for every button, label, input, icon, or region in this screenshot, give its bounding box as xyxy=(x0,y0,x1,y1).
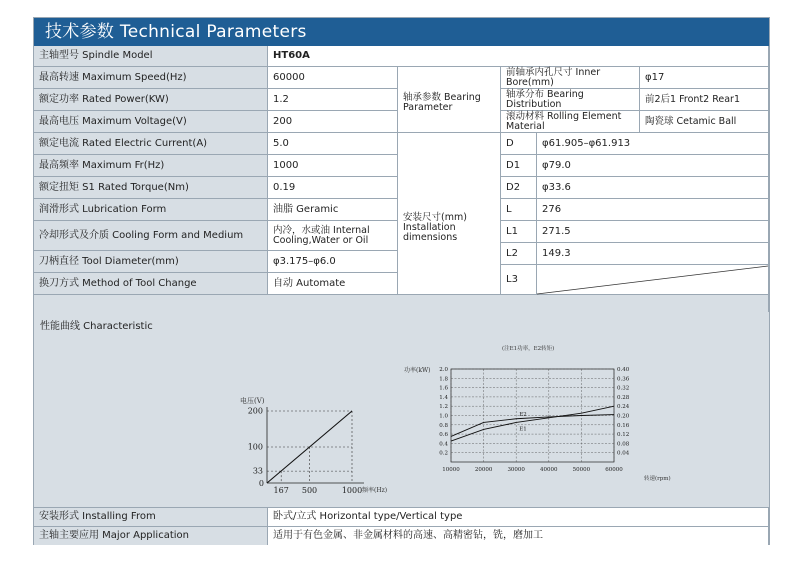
bearing-item-value: 前2后1 Front2 Rear1 xyxy=(640,89,769,111)
bearing-group-label: 轴承参数 Bearing Parameter xyxy=(398,67,501,133)
row-label: 刀柄直径 Tool Diameter(mm) xyxy=(34,251,268,273)
spec-sheet xyxy=(33,17,770,545)
dim-value: 271.5 xyxy=(537,221,769,243)
chart2-ylabel: 功率(kW) xyxy=(404,367,431,374)
chart1-ylabel: 电压(V) xyxy=(240,397,265,405)
row-label: 主轴型号 Spindle Model xyxy=(34,46,268,67)
row-value: HT60A xyxy=(268,46,769,67)
row-value: 0.19 xyxy=(268,177,398,199)
chart1-x-tick: 167 xyxy=(273,486,289,495)
chart2-y2-tick: 0.20 xyxy=(617,413,630,420)
row-label: 额定电流 Rated Electric Current(A) xyxy=(34,133,268,155)
dim-value-empty xyxy=(537,265,769,295)
dim-name: D1 xyxy=(501,155,537,177)
footer-label: 安装形式 Installing From xyxy=(34,508,268,527)
bearing-item-value: φ17 xyxy=(640,67,769,89)
dim-name: L xyxy=(501,199,537,221)
dim-name: L2 xyxy=(501,243,537,265)
chart2-x-tick: 20000 xyxy=(474,467,493,473)
footer-value: 适用于有色金属、非金属材料的高速、高精密钻，铣，磨加工 xyxy=(268,527,769,545)
chart2-y-tick: 0.2 xyxy=(439,450,448,457)
spacer xyxy=(34,295,769,312)
chart1-y-tick: 33 xyxy=(252,466,263,476)
row-label: 最高频率 Maximum Fr(Hz) xyxy=(34,155,268,177)
chart2-x-tick: 10000 xyxy=(442,467,460,473)
bearing-item-name: 滚动材料 Rolling Element Material xyxy=(501,111,640,133)
chart1-xlabel: 频率(Hz) xyxy=(362,487,388,494)
row-value: 200 xyxy=(268,111,398,133)
chart2-x-tick: 50000 xyxy=(572,467,591,473)
chart2-series-label: E2 xyxy=(519,411,527,418)
row-label: 换刀方式 Method of Tool Change xyxy=(34,273,268,295)
row-value: 内冷，水或油 Internal Cooling,Water or Oil xyxy=(268,221,398,251)
chart2-y2-tick: 0.24 xyxy=(617,404,630,411)
chart2-series-line xyxy=(451,406,614,441)
dim-value: 276 xyxy=(537,199,769,221)
chart2-y2-tick: 0.36 xyxy=(617,376,630,383)
chart1-y-tick: 100 xyxy=(247,442,263,452)
chart2-y-tick: 1.4 xyxy=(439,394,448,401)
dim-name: D xyxy=(501,133,537,155)
chart2-y2-tick: 0.04 xyxy=(617,450,630,457)
dim-name: L1 xyxy=(501,221,537,243)
install-group-label: 安装尺寸(mm) Installation dimensions xyxy=(398,133,501,295)
dim-value: φ33.6 xyxy=(537,177,769,199)
row-value: 60000 xyxy=(268,67,398,89)
chart2-y-tick: 0.8 xyxy=(439,422,448,429)
dim-value: φ79.0 xyxy=(537,155,769,177)
diagonal-slash xyxy=(537,265,769,295)
chart1-origin-tick: 0 xyxy=(258,479,264,488)
chart2-y2-tick: 0.12 xyxy=(617,432,630,439)
bearing-item-name: 前轴承内孔尺寸 Inner Bore(mm) xyxy=(501,67,640,89)
chart2-y-tick: 2.0 xyxy=(439,367,448,373)
characteristic-panel xyxy=(34,312,769,508)
row-label: 最高转速 Maximum Speed(Hz) xyxy=(34,67,268,89)
chart2-y-tick: 1.6 xyxy=(439,385,448,392)
chart2-y2-tick: 0.32 xyxy=(617,385,630,392)
chart2-series-label: E1 xyxy=(519,426,527,433)
row-label: 润滑形式 Lubrication Form xyxy=(34,199,268,221)
chart2-y-tick: 0.6 xyxy=(439,432,448,439)
row-label: 最高电压 Maximum Voltage(V) xyxy=(34,111,268,133)
chart2-y-tick: 1.2 xyxy=(439,404,448,411)
chart2-xlabel: 转速(rpm) xyxy=(644,476,671,482)
power-torque-chart xyxy=(394,342,684,492)
row-value: 油脂 Geramic xyxy=(268,199,398,221)
bearing-item-value: 陶瓷球 Cetamic Ball xyxy=(640,111,769,133)
chart2-y2-tick: 0.40 xyxy=(617,367,630,373)
chart2-y2-tick: 0.16 xyxy=(617,422,630,429)
chart2-x-tick: 40000 xyxy=(540,467,558,473)
chart2-series-line xyxy=(451,415,614,437)
bearing-item-name: 轴承分布 Bearing Distribution xyxy=(501,89,640,111)
dim-value: 149.3 xyxy=(537,243,769,265)
footer-value: 卧式/立式 Horizontal type/Vertical type xyxy=(268,508,769,527)
voltage-frequency-chart xyxy=(184,387,388,497)
chart2-x-tick: 30000 xyxy=(507,467,525,473)
dim-name: L3 xyxy=(501,265,537,295)
chart2-y-tick: 1.8 xyxy=(439,376,448,383)
dim-name: D2 xyxy=(501,177,537,199)
row-value: 1.2 xyxy=(268,89,398,111)
chart1-y-tick: 200 xyxy=(247,406,263,416)
row-label: 额定功率 Rated Power(KW) xyxy=(34,89,268,111)
row-value: 5.0 xyxy=(268,133,398,155)
chart1-x-tick: 500 xyxy=(301,486,318,495)
sheet-title: 技术参数 Technical Parameters xyxy=(34,18,769,46)
row-value: 1000 xyxy=(268,155,398,177)
chart2-y2-tick: 0.08 xyxy=(617,441,630,448)
row-label: 冷却形式及介质 Cooling Form and Medium xyxy=(34,221,268,251)
row-value: φ3.175–φ6.0 xyxy=(268,251,398,273)
dim-value: φ61.905–φ61.913 xyxy=(537,133,769,155)
row-label: 额定扭矩 S1 Rated Torque(Nm) xyxy=(34,177,268,199)
chart2-y-tick: 0.4 xyxy=(439,441,448,448)
chart2-x-tick: 60000 xyxy=(605,467,623,473)
characteristic-label: 性能曲线 Characteristic xyxy=(40,321,153,332)
chart2-y2-tick: 0.28 xyxy=(617,394,630,401)
footer-label: 主轴主要应用 Major Application xyxy=(34,527,268,545)
chart2-title: (注E1功率，E2转矩) xyxy=(502,346,555,352)
row-value: 自动 Automate xyxy=(268,273,398,295)
chart1-x-tick: 1000 xyxy=(341,486,363,495)
chart2-y-tick: 1.0 xyxy=(439,413,448,420)
